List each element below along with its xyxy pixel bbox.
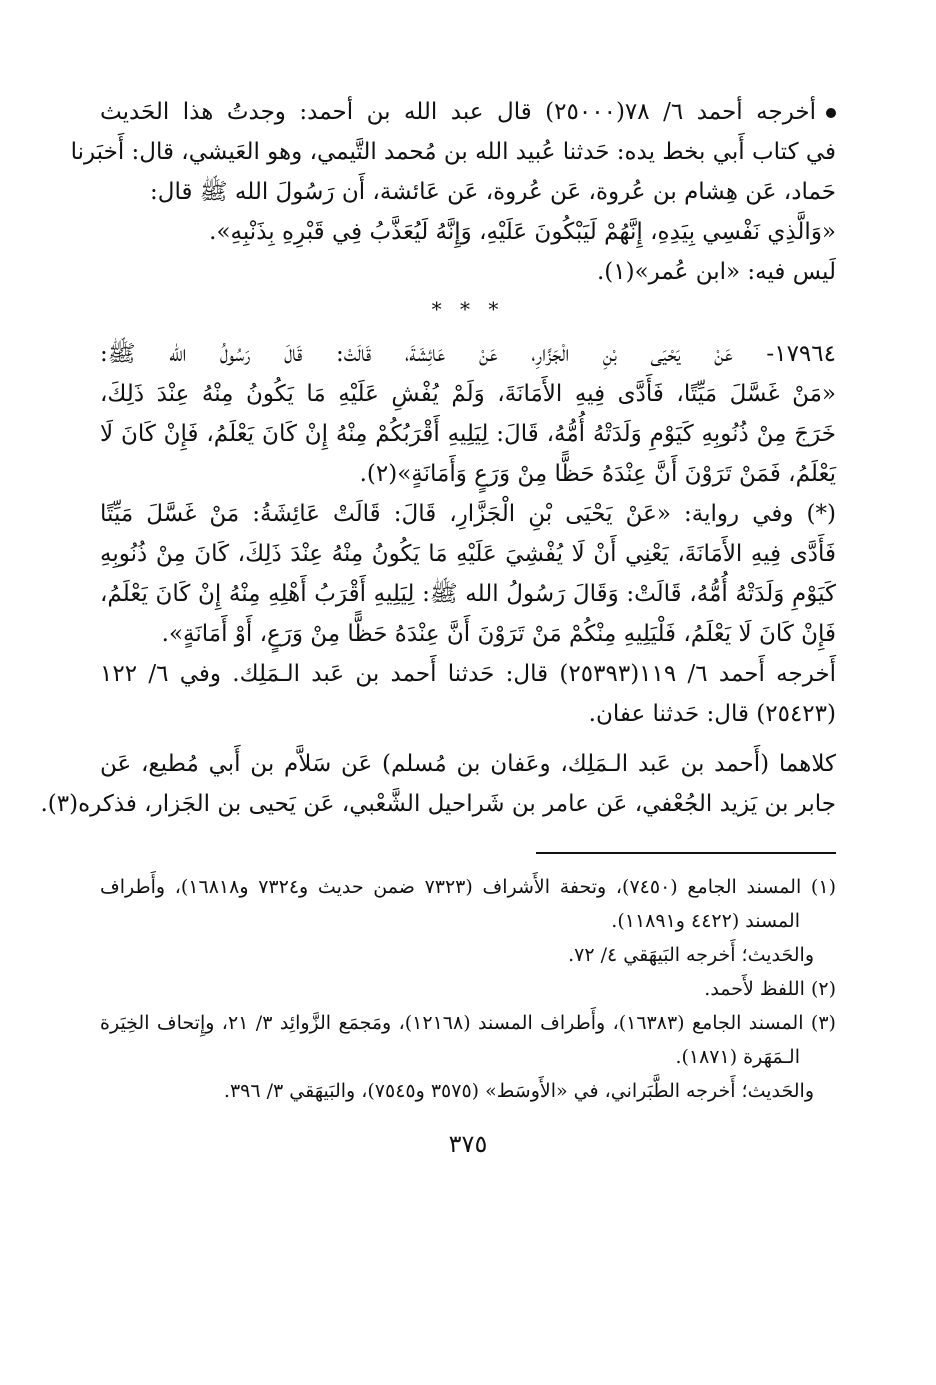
footnote-1-continuation: المسند (٤٤٢٢ و١١٨٩١). xyxy=(611,910,800,932)
footnote-1-note: والحَديث؛ أَخرجه البَيهَقي ٤/ ٧٢. xyxy=(568,944,814,966)
footnote-3-note: والحَديث؛ أَخرجه الطَّبَراني، في «الأَوسَط» (٣٥٧٥ و٧٥٤٥)، والبَيهَقي ٣/ ٣٩٦. xyxy=(223,1080,814,1102)
footnote-2: (٢) اللفظ لأَحمد. xyxy=(704,978,836,1000)
text-line: يَعْلَمُ، فَمَنْ تَرَوْنَ أَنَّ عِنْدَهُ حَظًّا مِنْ وَرَعٍ وَأَمَانَةٍ»(٢). xyxy=(359,461,836,487)
text-line: «مَنْ غَسَّلَ مَيِّتًا، فَأَدَّى فِيهِ الأَمَانَةَ، وَلَمْ يُفْشِ عَلَيْهِ مَا يَكُونُ مِنْهُ عِنْدَ ذَلِكَ، xyxy=(100,381,836,407)
page-content xyxy=(40,92,837,1158)
footnotes xyxy=(100,870,836,1108)
text-line: (٢٥٤٢٣) قال: حَدثنا عفان. xyxy=(588,701,836,727)
text-line: فَإِنْ كَانَ لَا يَعْلَمُ، فَلْيَلِيهِ مِنْكُمْ مَنْ تَرَوْنَ أَنَّ عِنْدَهُ حَظًّا مِنْ وَرَعٍ، أَوْ أَمَانَةٍ». xyxy=(161,621,836,647)
footnote-3: (٣) المسند الجامع (١٦٣٨٣)، وأَطراف المسند (١٢١٦٨)، ومَجمَع الزَّوائِد ٣/ ٢١، وإِتحاف الخِيَرة xyxy=(100,1012,836,1034)
text-line: فَأَدَّى فِيهِ الأَمَانَةَ، يَعْنِي أَنْ لَا يُفْشِيَ عَلَيْهِ مَا يَكُونُ مِنْهُ عِنْدَ ذَلِكَ، كَانَ مِنْ ذُنُوبِهِ xyxy=(100,541,836,567)
text-line: كلاهما (أَحمد بن عَبد الـمَلِك، وعَفان بن مُسلم) عَن سَلاَّم بن أَبي مُطيع، عَن xyxy=(100,751,836,777)
section-separator: * * * xyxy=(431,297,505,321)
narration-variant xyxy=(100,494,836,654)
page-number: ٣٧٥ xyxy=(448,1130,488,1158)
hadith-17964 xyxy=(100,334,836,494)
text-line: أَخرجه أَحمد ٦/ ١١٩(٢٥٣٩٣) قال: حَدثنا أَحمد بن عَبد الـمَلِك. وفي ٦/ ١٢٢ xyxy=(100,661,837,687)
text-line: في كتاب أَبي بخط يده: حَدثنا عُبيد الله بن مُحمد التَّيمي، وهو العَيشي، قال: أَخبَرنا xyxy=(70,139,836,165)
text-line: (*) وفي رواية: «عَنْ يَحْيَى بْنِ الْجَزَّارِ، قَالَ: قَالَتْ عَائِشَةُ: مَنْ غَسَّلَ مَيِّتًا xyxy=(100,501,836,527)
footnote-3-continuation: الـمَهَرة (١٨٧١). xyxy=(675,1046,800,1068)
text-line: أخرجه أحمد ٦/ ٧٨(٢٥٠٠٠) قال عبد الله بن أحمد: وجدتُ هذا الحَديث xyxy=(100,92,836,132)
hadith-heading-line: ١٧٩٦٤- عَنْ يَحْيَى بْنِ الْجَزَّارِ، عَنْ عَائِشَةَ، قَالَتْ: قَالَ رَسُولُ الله ﷺ: xyxy=(100,341,836,367)
source-paragraph xyxy=(100,654,836,734)
text-line: «وَالَّذِي نَفْسِي بِيَدِهِ، إِنَّهُمْ لَيَبْكُونَ عَلَيْهِ، وَإِنَّهُ لَيُعَذَّبُ فِي قَبْرِهِ بِذَنْبِهِ». xyxy=(209,219,836,245)
text-line: كَيَوْمِ وَلَدَتْهُ أُمُّهُ، قَالَتْ: وَقَالَ رَسُولُ الله ﷺ: لِيَلِيهِ أَقْرَبُ أَهْلِهِ مِنْهُ إِنْ كَانَ يَعْلَمُ، xyxy=(100,581,836,607)
bullet-icon xyxy=(826,108,836,118)
footnote-divider xyxy=(536,852,836,854)
text-line: لَيس فيه: «ابن عُمر»(١). xyxy=(596,259,836,285)
text-line: خَرَجَ مِنْ ذُنُوبِهِ كَيَوْمِ وَلَدَتْهُ أُمُّهُ، قَالَ: لِيَلِيهِ أَقْرَبُكُمْ مِنْهُ إِنْ كَانَ يَعْلَمُ، فَإِنْ كَانَ لَا xyxy=(100,421,836,447)
text-line: حَماد، عَن هِشام بن عُروة، عَن عُروة، عَن عَائشة، أَن رَسُولَ الله ﷺ قال: xyxy=(150,179,836,205)
footnote-1: (١) المسند الجامع (٧٤٥٠)، وتحفة الأَشراف (٧٣٢٣ ضمن حديث و٧٣٢٤ و١٦٨١٨)، وأَطراف xyxy=(100,876,836,898)
text-line: جابر بن يَزيد الجُعْفي، عَن عامر بن شَراحيل الشَّعْبي، عَن يَحيى بن الجَزار، فذكره(٣). xyxy=(40,791,836,817)
hadith-source-paragraph xyxy=(70,92,836,292)
chain-paragraph xyxy=(40,744,836,824)
